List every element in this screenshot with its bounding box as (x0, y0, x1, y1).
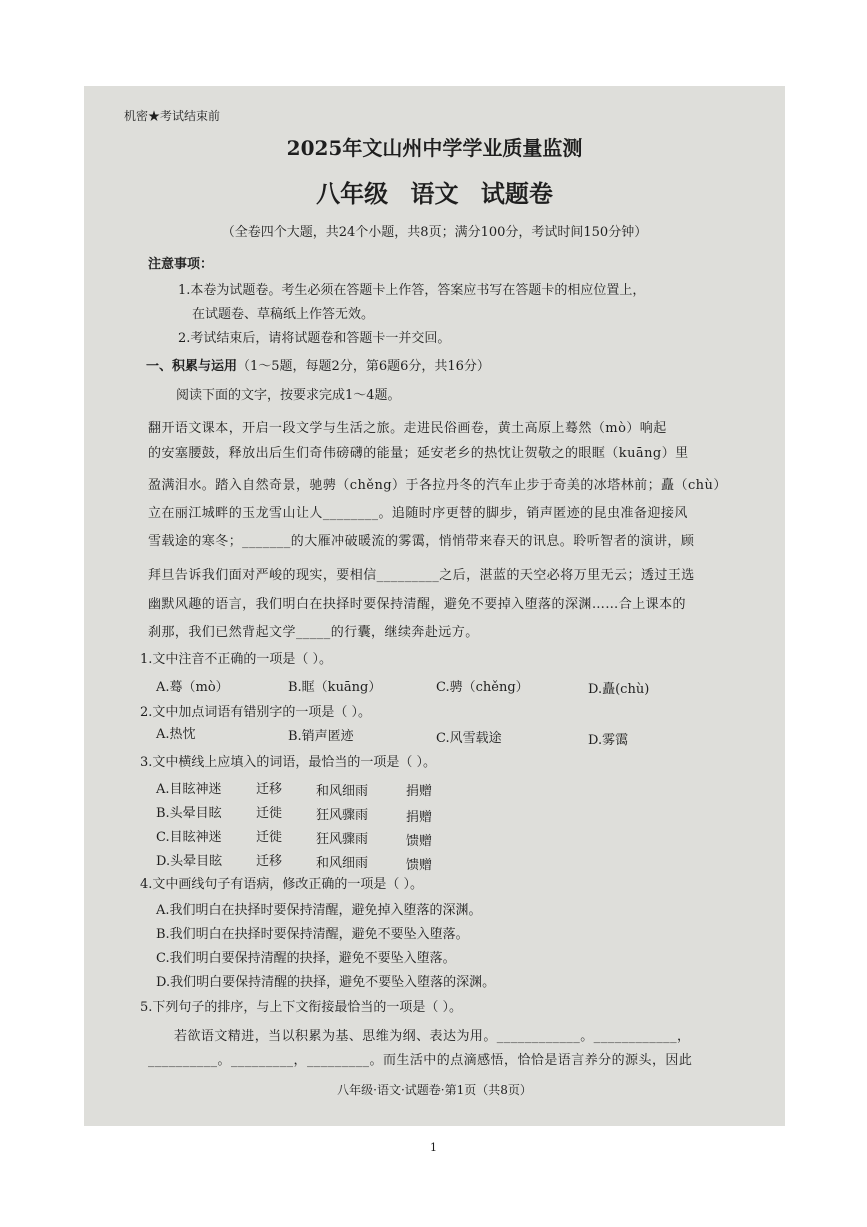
question-5: 5.下列句子的排序，与上下文衔接最恰当的一项是（ ）。 (140, 1000, 463, 1015)
section-heading (146, 360, 490, 373)
passage-line: 立在丽江城畔的玉龙雪山让人________。追随时序更替的脚步，销声匿迹的昆虫准备迎接风 (148, 506, 688, 521)
passage-line: 拜旦告诉我们面对严峻的现实，要相信_________之后，湛蓝的天空必将万里无云；透过王选 (148, 568, 695, 583)
q3-option-a-word1: A.目眩神迷 (156, 782, 222, 797)
passage-line: 翻开语文课本，开启一段文学与生活之旅。走进民俗画卷，黄土高原上蓦然（mò）响起 (148, 421, 667, 436)
q1-option-b: B.眶（kuāng） (288, 680, 382, 695)
q3-option-a-word4: 捐赠 (406, 784, 433, 799)
q1-option-c: C.骋（chěng） (436, 680, 529, 695)
question-2: 2.文中加点词语有错别字的一项是（ ）。 (140, 705, 372, 720)
q3-option-d-word2: 迁移 (256, 854, 283, 869)
exam-info: （全卷四个大题，共24个小题，共8页；满分100分，考试时间150分钟） (221, 225, 648, 240)
section-label: 一、积累与运用 (146, 359, 238, 374)
page-number: 1 (430, 1141, 437, 1154)
notice-item-1-cont: 在试题卷、草稿纸上作答无效。 (192, 307, 375, 322)
q2-option-a: A.热忱 (156, 727, 196, 742)
notice-item-1: 1.本卷为试题卷。考生必须在答题卡上作答，答案应书写在答题卡的相应位置上， (178, 283, 646, 298)
question-3: 3.文中横线上应填入的词语，最恰当的一项是（ ）。 (140, 755, 437, 770)
q1-option-d: D.矗(chù) (588, 682, 650, 697)
confidential-mark: 机密★考试结束前 (124, 109, 221, 123)
notice-heading: 注意事项： (148, 257, 214, 272)
q3-option-b-word3: 狂风骤雨 (316, 808, 369, 823)
q3-option-b-word4: 捐赠 (406, 810, 433, 825)
q2-option-d: D.雾霭 (588, 733, 629, 748)
passage-line-underlined: 幽默风趣的语言，我们明白在抉择时要保持清醒，避免不要掉入堕落的深渊……合上课本的 (148, 597, 687, 612)
q3-option-d-word3: 和风细雨 (316, 856, 369, 871)
q2-option-b: B.销声匿迹 (288, 729, 354, 744)
exam-subtitle: 八年级 语文 试题卷 (316, 179, 553, 208)
q3-option-c-word2: 迁徙 (256, 830, 283, 845)
q4-option-a: A.我们明白在抉择时要保持清醒，避免掉入堕落的深渊。 (156, 903, 482, 918)
q4-option-d: D.我们明白要保持清醒的抉择，避免不要坠入堕落的深渊。 (156, 975, 496, 990)
q2-option-c: C.风雪载途 (436, 731, 502, 746)
exam-page (84, 86, 785, 1126)
passage-line: 的安塞腰鼓，释放出后生们奇伟磅礴的能量；延安老乡的热忱让贺敬之的眼眶（kuāng）里 (148, 446, 689, 461)
q4-option-c: C.我们明白要保持清醒的抉择，避免不要坠入堕落。 (156, 951, 456, 966)
q5-passage-line: 若欲语文精进，当以积累为基、思维为纲、表达为用。____________。____________， (174, 1029, 691, 1044)
section-note: （1～5题，每题2分，第6题6分，共16分） (237, 359, 490, 374)
q1-option-a: A.蓦（mò） (156, 680, 229, 695)
q3-option-a-word3: 和风细雨 (316, 784, 369, 799)
q3-option-a-word2: 迁移 (256, 782, 283, 797)
passage-line: 盈满泪水。踏入自然奇景，驰骋（chěng）于各拉丹冬的汽车止步于奇美的冰塔林前；矗（chù） (148, 478, 727, 493)
page-footer: 八年级·语文·试题卷·第1页（共8页） (337, 1083, 532, 1097)
passage-line: 雪载途的寒冬；_______的大雁冲破暖流的雾霭，悄悄带来春天的讯息。聆听智者的演讲，顾 (148, 534, 695, 549)
q4-option-b: B.我们明白在抉择时要保持清醒，避免不要坠入堕落。 (156, 927, 469, 942)
q3-option-d-word1: D.头晕目眩 (156, 854, 223, 869)
q3-option-c-word4: 馈赠 (406, 834, 433, 849)
question-4: 4.文中画线句子有语病，修改正确的一项是（ ）。 (140, 877, 424, 892)
q5-passage-line: __________。_________，_________。而生活中的点滴感悟，恰恰是语言养分的源头，因此 (148, 1053, 693, 1068)
q3-option-d-word4: 馈赠 (406, 858, 433, 873)
notice-item-2: 2.考试结束后，请将试题卷和答题卡一并交回。 (178, 331, 451, 346)
exam-title: 2025年文山州中学学业质量监测 (286, 136, 583, 160)
q3-option-b-word1: B.头晕目眩 (156, 806, 222, 821)
passage-line: 刹那，我们已然背起文学_____的行囊，继续奔赴远方。 (148, 625, 479, 640)
q3-option-c-word3: 狂风骤雨 (316, 832, 369, 847)
question-1: 1.文中注音不正确的一项是（ ）。 (140, 652, 333, 667)
q3-option-c-word1: C.目眩神迷 (156, 830, 222, 845)
q3-option-b-word2: 迁徙 (256, 806, 283, 821)
reading-instruction: 阅读下面的文字，按要求完成1～4题。 (176, 388, 401, 403)
